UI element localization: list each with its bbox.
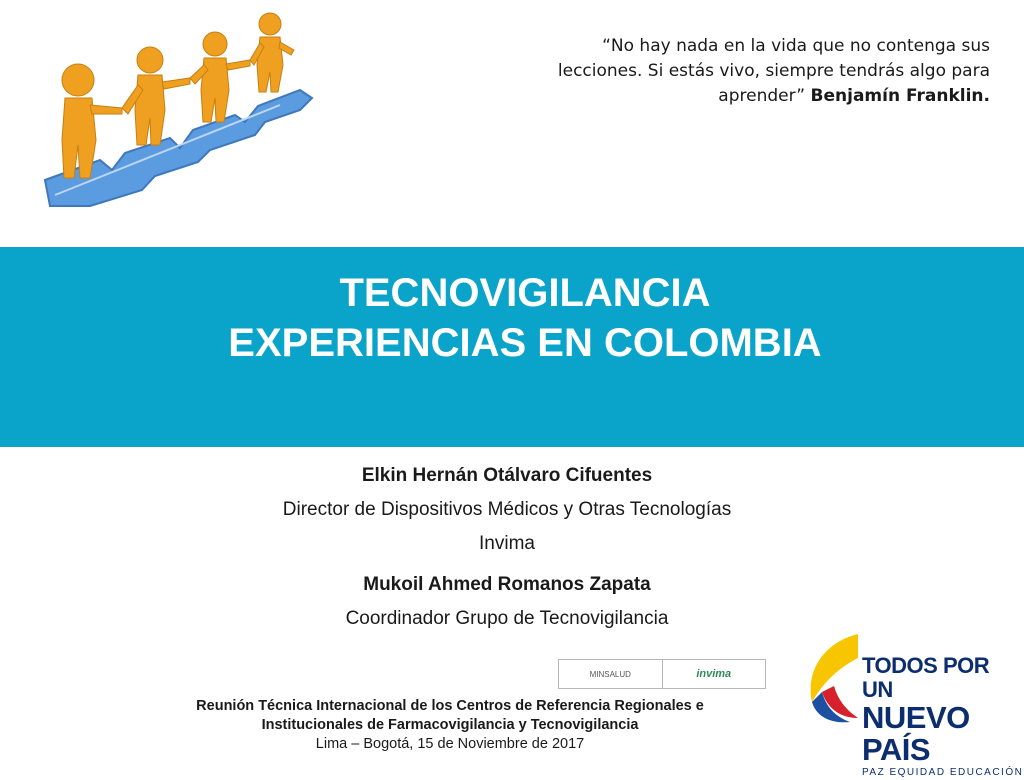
presenter-name: Elkin Hernán Otálvaro Cifuentes (361, 465, 653, 486)
teamwork-puzzle-illustration (30, 10, 320, 220)
presenter-role: Director de Dispositivos Médicos y Otras Tecnologías (282, 499, 732, 520)
institution-logos (558, 659, 766, 689)
page-title (0, 268, 1024, 368)
footer-line-3: Lima – Bogotá, 15 de Noviembre de 2017 (315, 736, 585, 752)
footer-line-1: Reunión Técnica Internacional de los Centros de Referencia Regionales e (196, 698, 704, 714)
title-line-1: TECNOVIGILANCIA (339, 271, 711, 315)
presenter-2 (0, 568, 1014, 636)
quote-author: Benjamín Franklin. (810, 86, 990, 106)
footer-line-2: Institucionales de Farmacovigilancia y Tecnovigilancia (261, 717, 639, 733)
brand-line-1: TODOS POR UN (862, 653, 990, 702)
presenter-org: Invima (479, 533, 535, 554)
presenter-1 (0, 459, 1014, 561)
event-footer (0, 697, 900, 754)
presenter-name: Mukoil Ahmed Romanos Zapata (363, 574, 651, 595)
minsalud-logo-text: MINSALUD (589, 669, 631, 679)
quote-text: “No hay nada en la vida que no contenga sus lecciones. Si estás vivo, siempre tendrás algo para aprender” (557, 36, 990, 106)
brand-line-3: PAZ EQUIDAD EDUCACIÓN (862, 767, 1024, 778)
quote (520, 34, 990, 109)
brand-line-2: NUEVO PAÍS (862, 700, 970, 767)
presenter-role: Coordinador Grupo de Tecnovigilancia (345, 608, 669, 629)
minsalud-logo (559, 660, 662, 688)
invima-logo (662, 660, 766, 688)
title-line-2: EXPERIENCIAS EN COLOMBIA (228, 321, 822, 365)
invima-logo-text: invima (696, 668, 732, 680)
